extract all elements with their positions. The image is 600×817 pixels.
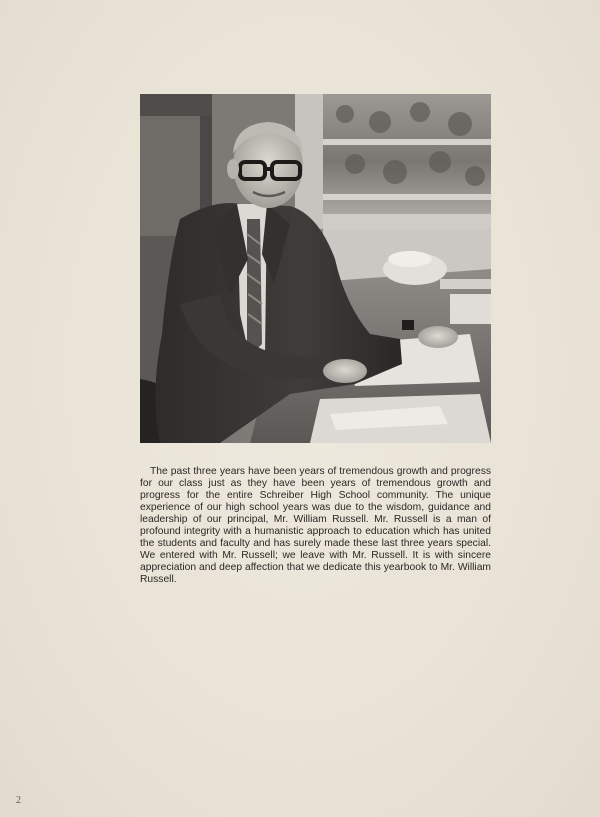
page-number: 2 xyxy=(16,795,21,806)
dedication-photo xyxy=(140,94,491,443)
dedication-paragraph: The past three years have been years of tremendous growth and progress for our class just as they have been years of tremendous growth and progress for the entire Schreiber High School community. The unique experience of our high school years was due to the wisdom, guidance and leadership of our principal, Mr. William Russell. Mr. Russell is a man of profound integrity with a humanistic approach to education which has united the students and faculty and has surely made these last three years special. We entered with Mr. Russell; we leave with Mr. Russell. It is with sincere appreciation and deep affection that we dedicate this yearbook to Mr. William Russell. xyxy=(140,466,491,585)
principal-portrait-image xyxy=(140,94,491,443)
